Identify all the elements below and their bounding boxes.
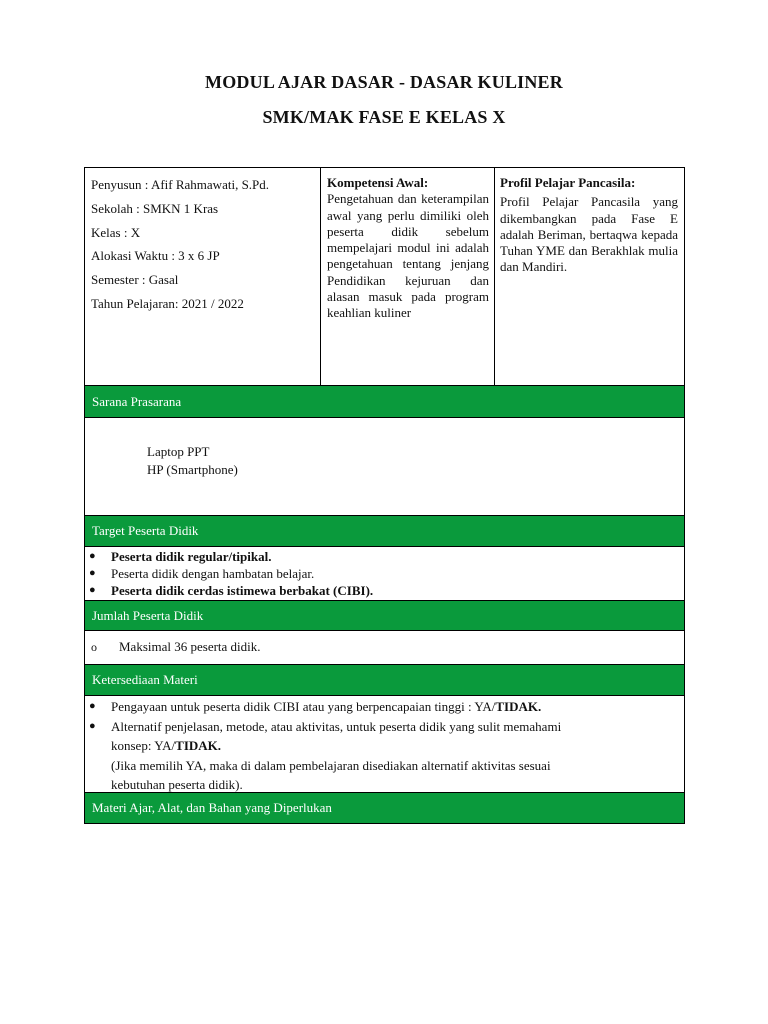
class-line: Kelas : X: [91, 224, 141, 240]
sarana-body: [85, 418, 684, 516]
sarana-item: Laptop PPT: [147, 444, 210, 459]
sarana-item: HP (Smartphone): [147, 462, 238, 477]
list-item: [91, 639, 684, 656]
list-item: [89, 582, 684, 599]
sarana-label: Sarana Prasarana: [92, 393, 182, 409]
bullet-icon: ●: [89, 550, 96, 562]
pengayaan-text: Pengayaan untuk peserta didik CIBI atau yang berpencapaian tinggi : YA/TIDAK.: [111, 699, 542, 714]
profil-cell: [495, 168, 684, 385]
semester-line: Semester : Gasal: [91, 272, 179, 288]
alternatif-text: Alternatif penjelasan, metode, atau aktivitas, untuk peserta didik yang sulit memahami konsep: YA/TIDAK. (Jika memilih YA, maka di dalam pembelajaran disediakan alternatif aktivitas sesuai kebutuhan peserta didik).: [111, 718, 562, 792]
academic-year-line: Tahun Pelajaran: 2021 / 2022: [91, 295, 244, 311]
target-item-text: Peserta didik cerdas istimewa berbakat (CIBI).: [111, 583, 374, 598]
profil-heading: Profil Pelajar Pancasila:: [500, 175, 636, 190]
bullet-icon: ●: [89, 719, 96, 732]
target-item-text: Peserta didik dengan hambatan belajar.: [111, 566, 315, 581]
jumlah-text: Maksimal 36 peserta didik.: [119, 639, 261, 654]
target-list: [85, 547, 684, 601]
time-allocation-line: Alokasi Waktu : 3 x 6 JP: [91, 248, 220, 264]
kompetensi-heading: Kompetensi Awal:: [327, 175, 429, 190]
info-row: [85, 168, 684, 386]
circle-bullet-icon: o: [91, 640, 97, 654]
materi-header: [85, 793, 684, 823]
profil-text: Profil Pelajar Pancasila yang dikembangkan pada Fase E adalah Beriman, bertaqwa kepada Tuhan YME dan Berakhlak mulia dan Mandiri.: [500, 194, 678, 275]
jumlah-body: [85, 631, 684, 665]
bullet-icon: ●: [89, 700, 96, 712]
materi-label: Materi Ajar, Alat, dan Bahan yang Diperlukan: [92, 800, 332, 815]
document-subtitle: SMK/MAK FASE E KELAS X: [262, 107, 506, 127]
kompetensi-text: Pengetahuan dan keterampilan awal yang perlu dimiliki oleh peserta didik sebelum mempelajari modul ini adalah pengetahuan tentang jenjang Pendidikan kejuruan dan alasan masuk pada program keahlian kuliner: [327, 191, 489, 321]
list-item: [89, 565, 684, 582]
bullet-icon: ●: [89, 567, 96, 579]
list-item: [89, 697, 684, 717]
list-item: [89, 548, 684, 565]
ketersediaan-list: [85, 696, 684, 793]
sarana-header: [85, 386, 684, 418]
target-header: [85, 516, 684, 547]
document-title: MODUL AJAR DASAR - DASAR KULINER: [205, 72, 563, 92]
kompetensi-cell: [321, 168, 495, 385]
ketersediaan-header: [85, 665, 684, 696]
jumlah-label: Jumlah Peserta Didik: [92, 607, 204, 623]
module-table: [84, 167, 685, 824]
bullet-icon: ●: [89, 584, 96, 596]
list-item: [89, 717, 684, 795]
author-line: Penyusun : Afif Rahmawati, S.Pd.: [91, 177, 270, 192]
target-label: Target Peserta Didik: [92, 523, 199, 538]
identity-cell: [85, 168, 321, 385]
school-line: Sekolah : SMKN 1 Kras: [91, 200, 219, 216]
ketersediaan-label: Ketersediaan Materi: [92, 672, 198, 687]
jumlah-header: [85, 601, 684, 631]
target-item-text: Peserta didik regular/tipikal.: [111, 549, 272, 564]
